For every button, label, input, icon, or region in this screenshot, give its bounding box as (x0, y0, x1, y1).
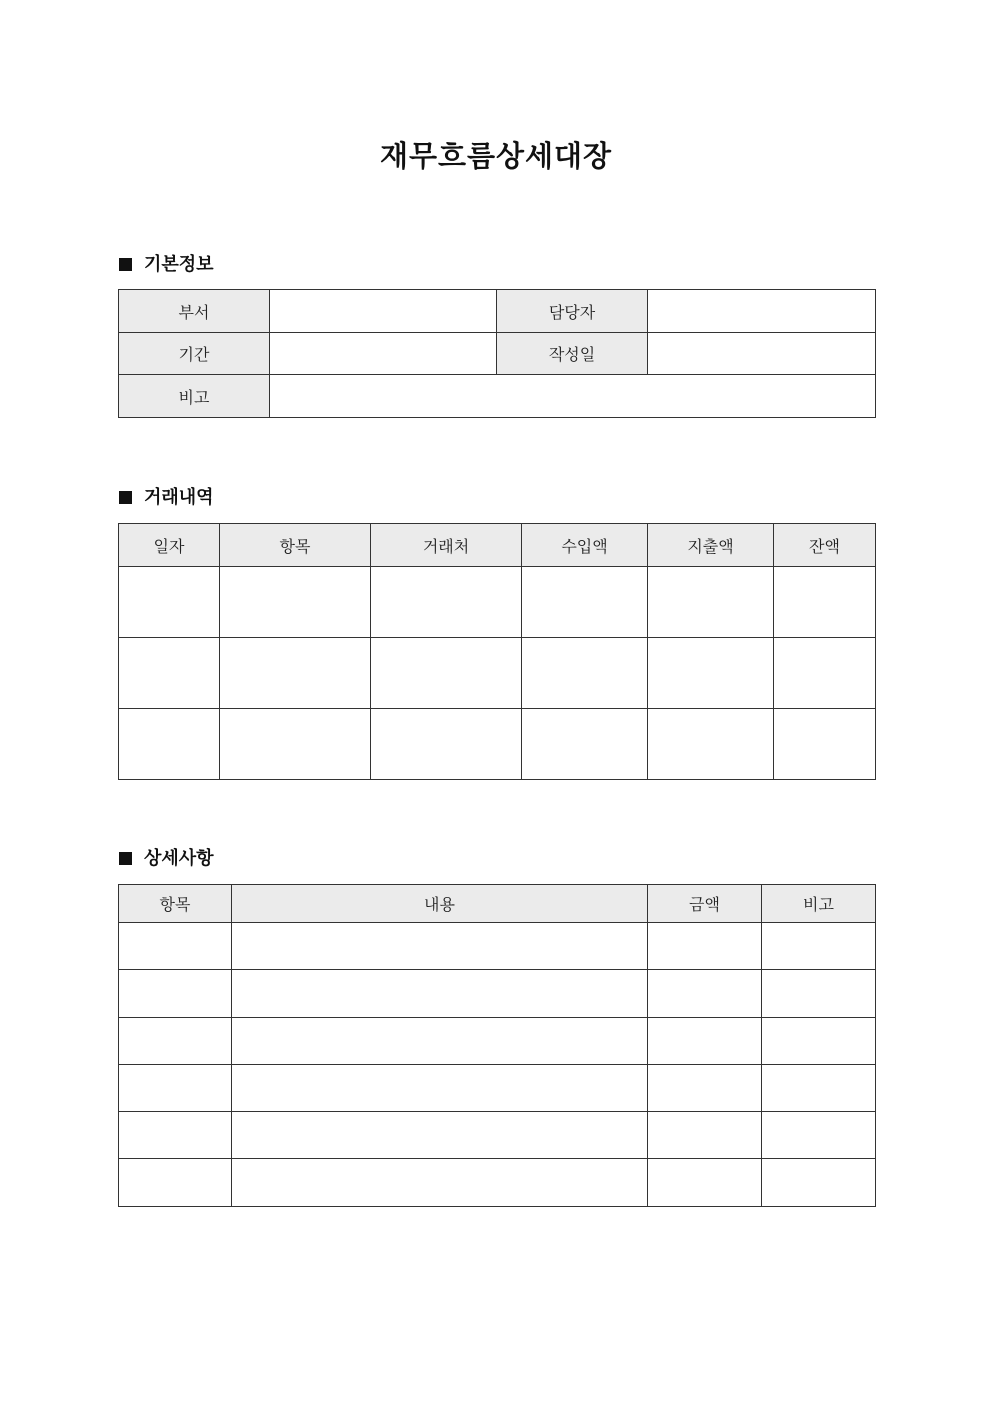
period-field[interactable] (270, 333, 497, 375)
details-table (118, 884, 876, 1207)
table-row (119, 970, 876, 1018)
table-cell[interactable] (774, 638, 876, 709)
transactions-header-row (119, 524, 876, 567)
page-title: 재무흐름상세대장 (379, 139, 613, 173)
square-bullet-icon (119, 258, 132, 271)
section-details-heading (119, 847, 214, 871)
table-cell[interactable] (232, 1065, 648, 1112)
created-date-field[interactable] (648, 333, 876, 375)
table-cell[interactable] (232, 1112, 648, 1159)
table-cell[interactable] (648, 1065, 762, 1112)
table-cell[interactable] (119, 1159, 232, 1207)
column-header-expense: 지출액 (648, 524, 774, 567)
table-cell[interactable] (119, 638, 220, 709)
table-cell[interactable] (522, 638, 648, 709)
basic-info-row (119, 333, 876, 375)
column-header-income: 수입액 (522, 524, 648, 567)
table-cell[interactable] (119, 567, 220, 638)
table-cell[interactable] (648, 1018, 762, 1065)
column-header-item: 항목 (220, 524, 371, 567)
table-cell[interactable] (371, 567, 522, 638)
table-row (119, 923, 876, 970)
column-header-counterparty: 거래처 (371, 524, 522, 567)
table-cell[interactable] (232, 970, 648, 1018)
details-header-row (119, 885, 876, 923)
table-cell[interactable] (648, 1159, 762, 1207)
section-details-label: 상세사항 (144, 848, 214, 869)
table-cell[interactable] (648, 923, 762, 970)
table-row (119, 638, 876, 709)
table-cell[interactable] (522, 567, 648, 638)
table-cell[interactable] (762, 1112, 876, 1159)
department-label: 부서 (119, 290, 270, 333)
remarks-label: 비고 (119, 375, 270, 418)
table-row (119, 1065, 876, 1112)
table-cell[interactable] (774, 709, 876, 780)
table-cell[interactable] (220, 709, 371, 780)
created-date-label: 작성일 (497, 333, 648, 375)
table-cell[interactable] (762, 1065, 876, 1112)
table-row (119, 1112, 876, 1159)
basic-info-row (119, 375, 876, 418)
table-cell[interactable] (648, 1112, 762, 1159)
table-cell[interactable] (119, 709, 220, 780)
table-cell[interactable] (119, 1065, 232, 1112)
transactions-table (118, 523, 876, 780)
table-cell[interactable] (648, 567, 774, 638)
column-header-balance: 잔액 (774, 524, 876, 567)
manager-field[interactable] (648, 290, 876, 333)
period-label: 기간 (119, 333, 270, 375)
column-header-item: 항목 (119, 885, 232, 923)
table-cell[interactable] (762, 923, 876, 970)
section-transactions-heading (119, 486, 214, 510)
section-basic-info-heading (119, 253, 214, 277)
table-cell[interactable] (119, 970, 232, 1018)
table-cell[interactable] (119, 923, 232, 970)
table-cell[interactable] (220, 567, 371, 638)
manager-label: 담당자 (497, 290, 648, 333)
basic-info-row (119, 290, 876, 333)
basic-info-table (118, 289, 876, 418)
table-row (119, 1018, 876, 1065)
table-cell[interactable] (119, 1112, 232, 1159)
section-basic-info-label: 기본정보 (144, 254, 214, 275)
table-row (119, 1159, 876, 1207)
table-row (119, 709, 876, 780)
column-header-content: 내용 (232, 885, 648, 923)
table-cell[interactable] (762, 1018, 876, 1065)
table-cell[interactable] (232, 1018, 648, 1065)
table-cell[interactable] (232, 923, 648, 970)
table-cell[interactable] (648, 638, 774, 709)
table-cell[interactable] (232, 1159, 648, 1207)
square-bullet-icon (119, 491, 132, 504)
column-header-remarks: 비고 (762, 885, 876, 923)
table-cell[interactable] (762, 1159, 876, 1207)
remarks-field[interactable] (270, 375, 876, 418)
table-cell[interactable] (774, 567, 876, 638)
square-bullet-icon (119, 852, 132, 865)
column-header-date: 일자 (119, 524, 220, 567)
section-transactions-label: 거래내역 (144, 487, 214, 508)
table-cell[interactable] (220, 638, 371, 709)
table-cell[interactable] (648, 970, 762, 1018)
table-cell[interactable] (371, 709, 522, 780)
table-cell[interactable] (119, 1018, 232, 1065)
table-row (119, 567, 876, 638)
table-cell[interactable] (648, 709, 774, 780)
table-cell[interactable] (522, 709, 648, 780)
column-header-amount: 금액 (648, 885, 762, 923)
table-cell[interactable] (371, 638, 522, 709)
table-cell[interactable] (762, 970, 876, 1018)
department-field[interactable] (270, 290, 497, 333)
